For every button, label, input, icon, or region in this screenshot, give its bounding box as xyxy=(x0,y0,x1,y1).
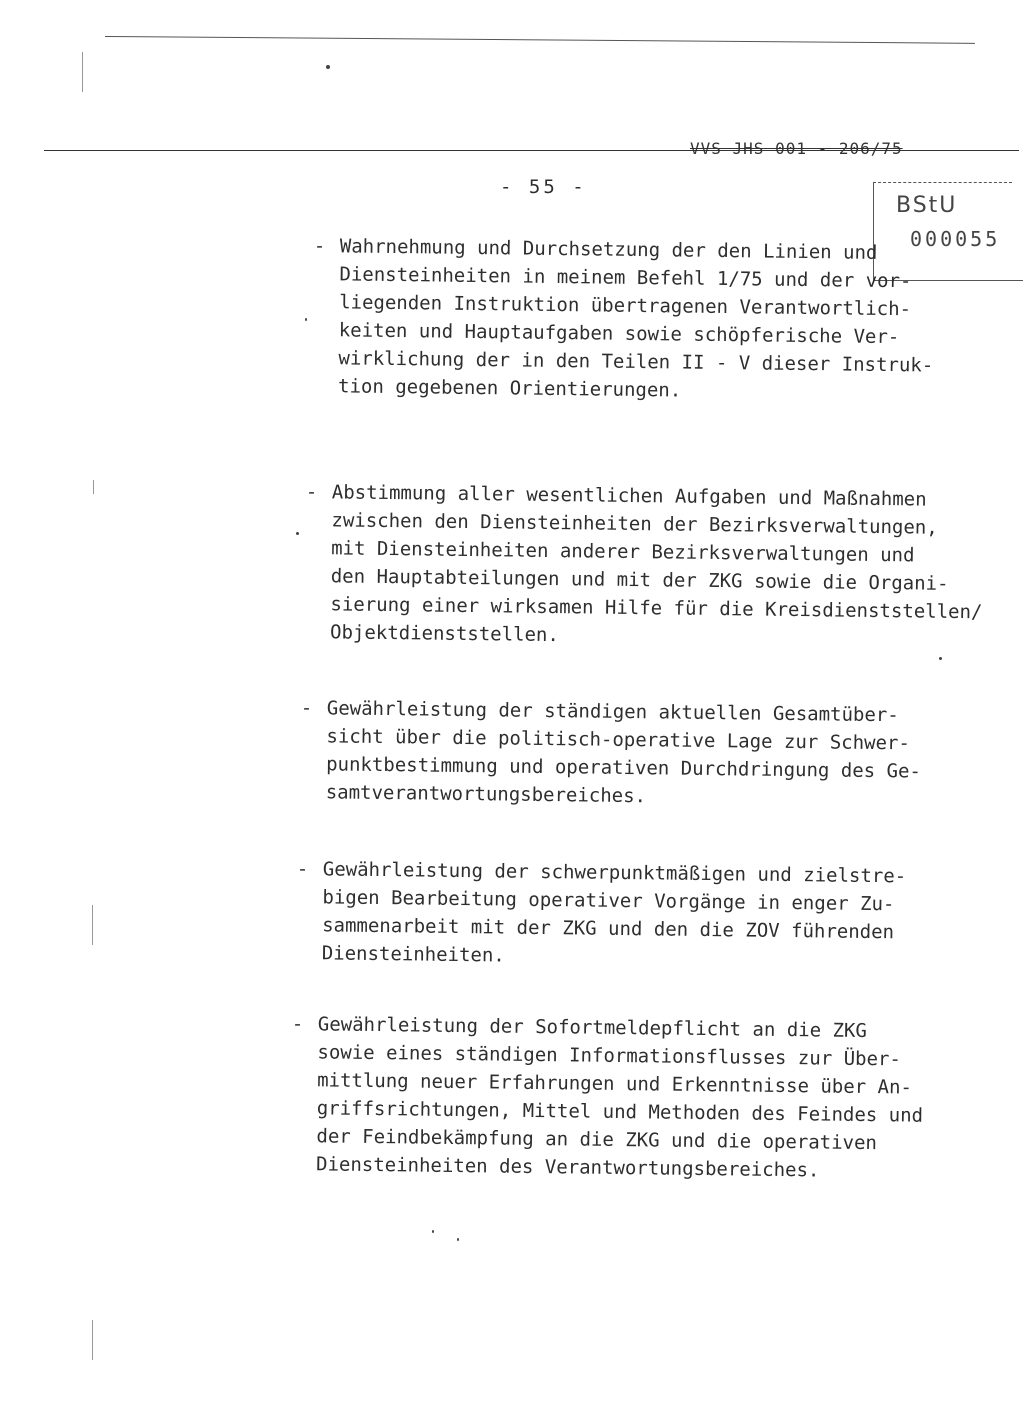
item-line: samtverantwortungsbereiches. xyxy=(325,781,647,808)
item-dash: - xyxy=(300,696,313,720)
item-line: wirklichung der in den Teilen II - V dieser Instruk- xyxy=(338,347,934,377)
file-reference: VVS JHS 001 - 206/75 xyxy=(690,139,903,158)
scan-edge-line xyxy=(105,36,975,44)
item-line: den Hauptabteilungen und mit der ZKG sowie die Organi- xyxy=(330,565,949,595)
scan-margin-mark xyxy=(82,52,83,92)
item-line: sierung einer wirksamen Hilfe für die Kreisdienststellen/ xyxy=(330,593,983,624)
scan-speck xyxy=(457,1238,459,1241)
item-line: liegenden Instruktion übertragenen Verantwortlich- xyxy=(339,291,912,321)
item-line: zwischen den Diensteinheiten der Bezirksverwaltungen, xyxy=(331,509,938,539)
stamp-number: 000055 xyxy=(910,227,1001,251)
list-item xyxy=(300,694,922,814)
item-dash: - xyxy=(296,857,309,881)
stamp-label: BStU xyxy=(896,193,958,218)
scan-speck xyxy=(432,1230,434,1233)
item-line: sammenarbeit mit der ZKG und den die ZOV führenden xyxy=(322,914,895,944)
item-line: der Feindbekämpfung an die ZKG und die operativen xyxy=(316,1125,878,1155)
list-item xyxy=(296,855,907,974)
scan-speck xyxy=(939,657,942,660)
item-line: sicht über die politisch-operative Lage zur Schwer- xyxy=(326,725,910,755)
item-line: tion gegebenen Orientierungen. xyxy=(337,375,682,402)
item-line: Diensteinheiten in meinem Befehl 1/75 und der vor- xyxy=(339,263,912,293)
scan-speck xyxy=(326,65,330,69)
item-line: mittlung neuer Erfahrungen und Erkenntnisse über An- xyxy=(317,1069,913,1099)
item-line: Gewährleistung der schwerpunktmäßigen und zielstre- xyxy=(322,858,907,888)
item-line: griffsrichtungen, Mittel und Methoden des Feindes und xyxy=(316,1097,924,1127)
list-item xyxy=(312,232,935,408)
item-line: bigen Bearbeitung operativer Vorgänge in enger Zu- xyxy=(322,886,895,916)
item-line: Objektdienststellen. xyxy=(329,621,560,647)
item-line: keiten und Hauptaufgaben sowie schöpferische Ver- xyxy=(338,319,900,349)
item-line: sowie eines ständigen Informationsflusses zur Über- xyxy=(317,1041,901,1071)
scan-margin-mark xyxy=(92,905,93,945)
scan-margin-mark xyxy=(92,1320,93,1360)
list-item xyxy=(304,478,984,654)
scan-margin-mark xyxy=(93,480,94,494)
page-number: - 55 - xyxy=(500,176,587,198)
item-line: Gewährleistung der Sofortmeldepflicht an die ZKG xyxy=(317,1013,867,1043)
scan-speck xyxy=(305,318,307,321)
item-line: Gewährleistung der ständigen aktuellen Gesamtüber- xyxy=(326,697,899,727)
item-line: mit Diensteinheiten anderer Bezirksverwaltungen und xyxy=(331,537,915,567)
item-line: Diensteinheiten. xyxy=(321,942,505,967)
item-line: Wahrnehmung und Durchsetzung der den Linien und xyxy=(339,235,878,264)
item-dash: - xyxy=(313,234,326,258)
item-line: Abstimmung aller wesentlichen Aufgaben und Maßnahmen xyxy=(331,481,927,511)
scan-speck xyxy=(296,532,299,535)
item-line: punktbestimmung und operativen Durchdringung des Ge- xyxy=(326,753,922,783)
item-line: Diensteinheiten des Verantwortungsbereiches. xyxy=(315,1153,820,1182)
item-dash: - xyxy=(291,1012,304,1036)
item-dash: - xyxy=(305,480,318,504)
list-item xyxy=(290,1010,924,1186)
